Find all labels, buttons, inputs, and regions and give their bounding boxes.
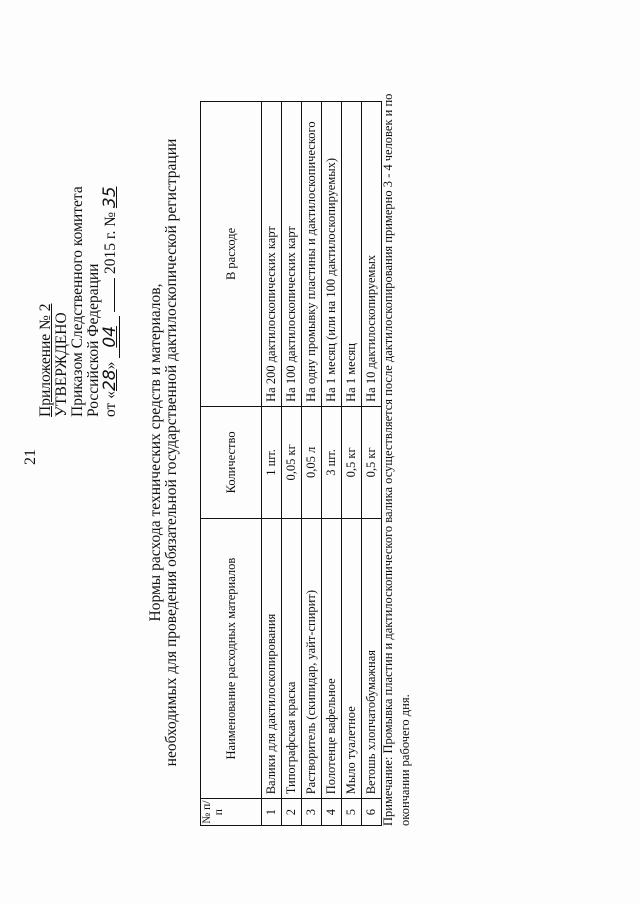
norms-table: [200, 101, 382, 826]
header-qty: Количество: [201, 406, 262, 518]
heading-line-2: необходимых для проведения обязательной государственной дактилоскопической регистрации: [163, 138, 180, 767]
row-num: 6: [362, 799, 382, 826]
row-qty: 0,5 кг: [362, 406, 382, 518]
year-text: 2015 г. №: [102, 212, 119, 275]
row-name: Ветошь хлопчатобумажная: [362, 518, 382, 798]
table-row: [282, 102, 302, 826]
row-qty: 1 шт.: [262, 406, 282, 518]
row-name: Типографская краска: [282, 518, 302, 798]
order-month: 04: [102, 316, 120, 358]
row-name: Валики для дактилоскопирования: [262, 518, 282, 798]
document-heading: [148, 0, 180, 905]
table-row: [302, 102, 322, 826]
appendix-title: Приложение № 2: [37, 303, 54, 417]
row-num: 4: [322, 799, 342, 826]
table-row: [362, 102, 382, 826]
row-num: 3: [302, 799, 322, 826]
table-header-row: [201, 102, 262, 826]
row-name: Полотенце вафельное: [322, 518, 342, 798]
row-usage: На 100 дактилоскопических карт: [282, 102, 302, 407]
table-row: [322, 102, 342, 826]
row-name: Мыло туалетное: [342, 518, 362, 798]
table-row: [342, 102, 362, 826]
order-line-2: Российской Федерации: [85, 263, 102, 417]
row-usage: На одну промывку пластины и дактилоскопического: [302, 102, 322, 407]
table-row: [262, 102, 282, 826]
row-num: 2: [282, 799, 302, 826]
heading-line-1: Нормы расхода технических средств и материалов,: [147, 283, 164, 622]
row-num: 1: [262, 799, 282, 826]
order-number: 35: [100, 186, 120, 209]
header-num: № п/п: [201, 799, 262, 826]
order-date-line: [102, 186, 120, 417]
order-day: 28: [100, 369, 120, 392]
header-name: Наименование расходных материалов: [201, 518, 262, 798]
date-underline: [114, 278, 115, 312]
row-name: Растворитель (скипидар, уайт-спирит): [302, 518, 322, 798]
row-usage: На 1 месяц: [342, 102, 362, 407]
row-usage: На 10 дактилоскопируемых: [362, 102, 382, 407]
row-num: 5: [342, 799, 362, 826]
page-number: 21: [22, 449, 39, 465]
from-label: от «: [102, 391, 119, 417]
row-qty: 0,05 кг: [282, 406, 302, 518]
row-usage: На 1 месяц (или на 100 дактилоскопируемых): [322, 102, 342, 407]
row-qty: 3 шт.: [322, 406, 342, 518]
order-line-1: Приказом Следственного комитета: [69, 186, 86, 417]
approval-block: [38, 186, 120, 417]
row-qty: 0,05 л: [302, 406, 322, 518]
close-quote: »: [102, 361, 119, 370]
row-qty: 0,5 кг: [342, 406, 362, 518]
row-usage: На 200 дактилоскопических карт: [262, 102, 282, 407]
footnote: Примечание: Промывка пластин и дактилоскопического валика осуществляется после дактилоскопирования примерно 3 - 4 человек и по окончании рабочего дня.: [381, 93, 412, 826]
approved-label: УТВЕРЖДЕНО: [53, 312, 70, 417]
header-usage: В расходе: [201, 102, 262, 407]
